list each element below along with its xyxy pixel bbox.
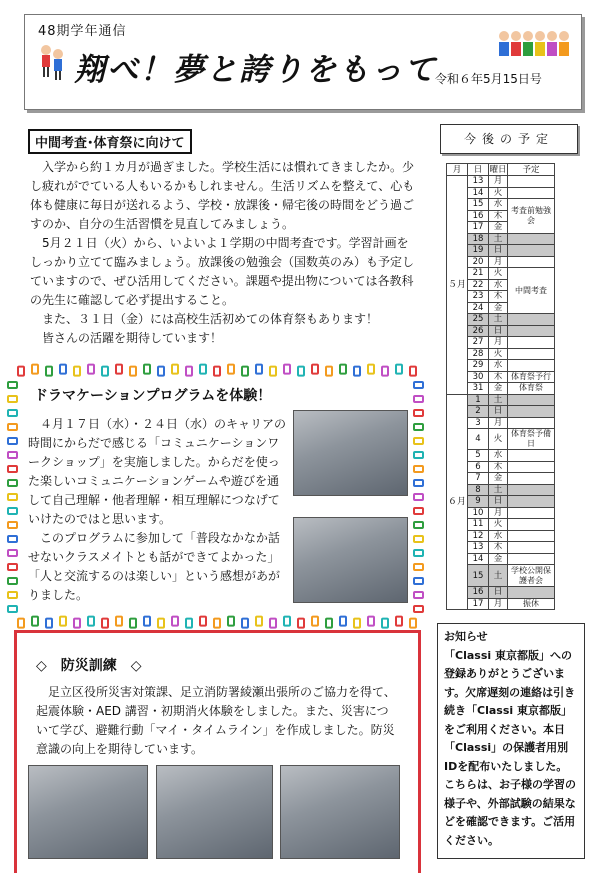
confetti-piece: [354, 367, 360, 376]
confetti-piece: [410, 367, 416, 376]
confetti-piece: [354, 619, 360, 628]
weekday-cell: 金: [489, 302, 508, 314]
confetti-piece: [340, 365, 346, 374]
event-cell-empty: [508, 461, 555, 473]
workshop-photo-1: [293, 410, 408, 496]
confetti-piece: [102, 619, 108, 628]
day-cell: 19: [468, 245, 489, 257]
day-cell: 16: [468, 587, 489, 599]
day-cell: 20: [468, 256, 489, 268]
day-cell: 3: [468, 417, 489, 429]
day-cell: 14: [468, 187, 489, 199]
confetti-piece: [88, 365, 94, 374]
midterm-paragraph-1: 入学から約１カ月が過ぎました。学校生活には慣れてきましたか。少し疲れがでている人もいるかもしれません。生活リズムを整えて、心も体も健康に毎日が送れるよう、学校・放課後・帰宅後の時間をどう過ごすのか、自分の生活習慣を見直してみましょう。: [30, 160, 415, 231]
day-cell: 14: [468, 553, 489, 565]
confetti-piece: [130, 619, 136, 628]
confetti-piece: [414, 536, 423, 542]
confetti-piece: [396, 365, 402, 374]
confetti-piece: [130, 367, 136, 376]
day-cell: 12: [468, 530, 489, 542]
confetti-piece: [8, 606, 17, 612]
day-cell: 4: [468, 429, 489, 450]
day-cell: 6: [468, 461, 489, 473]
schedule-title: 今後の予定: [440, 124, 578, 154]
confetti-piece: [8, 564, 17, 570]
event-cell-empty: [508, 337, 555, 349]
event-cell-empty: [508, 233, 555, 245]
issue-number: 48期学年通信: [38, 24, 127, 39]
confetti-piece: [414, 382, 423, 388]
event-cell-empty: [508, 406, 555, 418]
confetti-piece: [8, 480, 17, 486]
confetti-piece: [116, 365, 122, 374]
event-cell-empty: [508, 325, 555, 337]
weekday-cell: 水: [489, 450, 508, 462]
confetti-piece: [144, 365, 150, 374]
confetti-piece: [8, 438, 17, 444]
confetti-piece: [410, 619, 416, 628]
event-cell-empty: [508, 450, 555, 462]
drill-paragraph: 足立区役所災害対策課、足立消防署綾瀬出張所のご協力を得て、起震体験・AED 講習・初期消火体験をしました。また、災害について学び、避難行動「マイ・タイムライン」を作成しました。防災意識の向上を期待しています。: [36, 685, 396, 756]
event-cell-empty: [508, 484, 555, 496]
event-cell-empty: [508, 256, 555, 268]
event-cell-empty: [508, 187, 555, 199]
weekday-cell: 水: [489, 199, 508, 211]
weekday-cell: 日: [489, 325, 508, 337]
event-cell-empty: [508, 176, 555, 188]
confetti-piece: [414, 466, 423, 472]
confetti-piece: [18, 367, 24, 376]
day-cell: 2: [468, 406, 489, 418]
weekday-cell: 木: [489, 542, 508, 554]
weekday-cell: 土: [489, 484, 508, 496]
issue-date: 令和６年5月15日号: [435, 72, 542, 86]
weekday-cell: 火: [489, 187, 508, 199]
drill-photo-1: [28, 765, 148, 859]
event-cell: 体育祭予備日: [508, 429, 555, 450]
drama-body: [28, 415, 288, 605]
weekday-cell: 木: [489, 371, 508, 383]
day-cell: 31: [468, 383, 489, 395]
day-cell: 1: [468, 394, 489, 406]
confetti-piece: [8, 382, 17, 388]
confetti-piece: [8, 550, 17, 556]
confetti-piece: [414, 438, 423, 444]
confetti-piece: [8, 494, 17, 500]
confetti-piece: [414, 564, 423, 570]
confetti-piece: [172, 365, 178, 374]
weekday-cell: 水: [489, 530, 508, 542]
confetti-piece: [228, 617, 234, 626]
confetti-piece: [102, 367, 108, 376]
confetti-piece: [312, 617, 318, 626]
weekday-cell: 土: [489, 394, 508, 406]
day-cell: 10: [468, 507, 489, 519]
drill-heading: ◇ 防災訓練 ◇: [36, 658, 142, 674]
day-cell: 9: [468, 496, 489, 508]
schedule-header-cell: 予定: [508, 164, 555, 176]
confetti-piece: [8, 592, 17, 598]
confetti-piece: [186, 367, 192, 376]
confetti-piece: [8, 396, 17, 402]
drill-photo-3: [280, 765, 400, 859]
event-cell: 学校公開保護者会: [508, 565, 555, 587]
confetti-piece: [382, 619, 388, 628]
event-cell-empty: [508, 553, 555, 565]
confetti-piece: [214, 367, 220, 376]
schedule-header-cell: 日: [468, 164, 489, 176]
event-cell-empty: [508, 245, 555, 257]
day-cell: 29: [468, 360, 489, 372]
day-cell: 16: [468, 210, 489, 222]
event-cell: 考査前勉強会: [508, 199, 555, 234]
confetti-piece: [382, 367, 388, 376]
midterm-heading: 中間考査･体育祭に向けて: [28, 129, 192, 154]
weekday-cell: 金: [489, 383, 508, 395]
confetti-piece: [242, 367, 248, 376]
confetti-piece: [414, 578, 423, 584]
confetti-piece: [8, 522, 17, 528]
confetti-piece: [46, 619, 52, 628]
midterm-body: [30, 158, 420, 348]
schedule-header-row: [447, 164, 555, 176]
drill-body: [36, 683, 398, 759]
event-cell: 体育祭: [508, 383, 555, 395]
weekday-cell: 木: [489, 291, 508, 303]
students-illustration-right: [498, 28, 570, 64]
confetti-piece: [8, 410, 17, 416]
confetti-piece: [414, 424, 423, 430]
confetti-piece: [8, 466, 17, 472]
confetti-piece: [414, 522, 423, 528]
confetti-piece: [214, 619, 220, 628]
day-cell: 27: [468, 337, 489, 349]
midterm-paragraph-4: 皆さんの活躍を期待しています！: [42, 331, 223, 345]
confetti-piece: [298, 619, 304, 628]
confetti-piece: [368, 617, 374, 626]
weekday-cell: 月: [489, 176, 508, 188]
confetti-piece: [60, 365, 66, 374]
weekday-cell: 月: [489, 337, 508, 349]
confetti-piece: [414, 396, 423, 402]
confetti-piece: [158, 367, 164, 376]
day-cell: 30: [468, 371, 489, 383]
drama-heading-text: ドラマケーションプログラムを体験！: [34, 388, 272, 404]
midterm-paragraph-2: 5月２１日（火）から、いよいよ１学期の中間考査です。学習計画をしっかり立てて臨みましょう。放課後の勉強会（国数英のみ）も予定していますので、ぜひ活用してください。課題や提出物については各教科の先生に確認して必ず提出すること。: [30, 236, 415, 307]
event-cell-empty: [508, 519, 555, 531]
confetti-piece: [74, 367, 80, 376]
confetti-piece: [256, 617, 262, 626]
event-cell-empty: [508, 507, 555, 519]
confetti-piece: [284, 617, 290, 626]
confetti-piece: [312, 365, 318, 374]
event-cell-empty: [508, 542, 555, 554]
day-cell: 21: [468, 268, 489, 280]
confetti-piece: [18, 619, 24, 628]
weekday-cell: 土: [489, 314, 508, 326]
drill-photo-2: [156, 765, 273, 859]
day-cell: 13: [468, 542, 489, 554]
weekday-cell: 木: [489, 461, 508, 473]
confetti-piece: [200, 617, 206, 626]
confetti-piece: [284, 365, 290, 374]
confetti-piece: [8, 424, 17, 430]
confetti-piece: [414, 508, 423, 514]
weekday-cell: 水: [489, 279, 508, 291]
weekday-cell: 土: [489, 565, 508, 587]
event-cell: 体育祭予行: [508, 371, 555, 383]
confetti-piece: [256, 365, 262, 374]
confetti-piece: [396, 617, 402, 626]
confetti-piece: [414, 494, 423, 500]
day-cell: 26: [468, 325, 489, 337]
day-cell: 22: [468, 279, 489, 291]
confetti-piece: [32, 617, 38, 626]
confetti-piece: [144, 617, 150, 626]
weekday-cell: 火: [489, 348, 508, 360]
weekday-cell: 火: [489, 429, 508, 450]
weekday-cell: 月: [489, 598, 508, 610]
confetti-piece: [186, 619, 192, 628]
day-cell: 25: [468, 314, 489, 326]
confetti-piece: [172, 617, 178, 626]
confetti-piece: [242, 619, 248, 628]
drama-paragraph-2: このプログラムに参加して「普段なかなか話せないクラスメイトとも話ができてよかった」「人と交流するのは楽しい」という感想があがりました。: [28, 531, 281, 602]
day-cell: 17: [468, 598, 489, 610]
day-cell: 24: [468, 302, 489, 314]
weekday-cell: 月: [489, 256, 508, 268]
confetti-piece: [340, 617, 346, 626]
confetti-piece: [414, 606, 423, 612]
event-cell: 中間考査: [508, 268, 555, 314]
weekday-cell: 月: [489, 417, 508, 429]
notice-title: お知らせ: [444, 630, 488, 643]
weekday-cell: 金: [489, 553, 508, 565]
day-cell: 28: [468, 348, 489, 360]
confetti-piece: [8, 452, 17, 458]
newsletter-title: 翔べ！夢と誇りをもって: [74, 52, 437, 88]
confetti-piece: [116, 617, 122, 626]
confetti-piece: [270, 619, 276, 628]
students-illustration-left: [38, 40, 68, 84]
day-cell: 15: [468, 199, 489, 211]
confetti-piece: [74, 619, 80, 628]
event-cell-empty: [508, 473, 555, 485]
weekday-cell: 日: [489, 587, 508, 599]
weekday-cell: 水: [489, 360, 508, 372]
confetti-piece: [414, 592, 423, 598]
confetti-piece: [414, 480, 423, 486]
event-cell-empty: [508, 496, 555, 508]
confetti-piece: [298, 367, 304, 376]
weekday-cell: 火: [489, 268, 508, 280]
event-cell-empty: [508, 394, 555, 406]
confetti-piece: [270, 367, 276, 376]
weekday-cell: 日: [489, 245, 508, 257]
event-cell-empty: [508, 348, 555, 360]
weekday-cell: 月: [489, 507, 508, 519]
event-cell-empty: [508, 360, 555, 372]
schedule-header-cell: 曜日: [489, 164, 507, 175]
notice-text: 「Classi 東京都版」への登録ありがとうございます。欠席遅刻の連絡は引き続き「Classi 東京都版」をご利用ください。本日「Classi」の保護者用別IDを配布いたしました。こちらは、お子様の学習の様子や、外部試験の結果などを確認できます。ご活用ください。: [444, 648, 576, 847]
confetti-piece: [414, 550, 423, 556]
event-cell-empty: [508, 530, 555, 542]
day-cell: 13: [468, 176, 489, 188]
day-cell: 15: [468, 565, 489, 587]
month-cell: ５月: [447, 176, 468, 395]
day-cell: 7: [468, 473, 489, 485]
confetti-piece: [326, 367, 332, 376]
day-cell: 17: [468, 222, 489, 234]
confetti-piece: [228, 365, 234, 374]
confetti-piece: [414, 410, 423, 416]
schedule-table: [446, 163, 555, 610]
event-cell-empty: [508, 587, 555, 599]
confetti-piece: [60, 617, 66, 626]
weekday-cell: 火: [489, 519, 508, 531]
event-cell-empty: [508, 417, 555, 429]
schedule-row: [447, 394, 555, 406]
confetti-piece: [46, 367, 52, 376]
event-cell: 振休: [508, 598, 555, 610]
day-cell: 23: [468, 291, 489, 303]
weekday-cell: 金: [489, 473, 508, 485]
confetti-piece: [8, 508, 17, 514]
schedule-header-cell: 月: [447, 164, 468, 176]
midterm-paragraph-3: また、３１日（金）には高校生活初めての体育祭もあります！: [42, 312, 379, 326]
confetti-piece: [326, 619, 332, 628]
day-cell: 8: [468, 484, 489, 496]
confetti-piece: [368, 365, 374, 374]
weekday-cell: 日: [489, 496, 508, 508]
confetti-piece: [88, 617, 94, 626]
schedule-row: [447, 176, 555, 188]
event-cell-empty: [508, 314, 555, 326]
month-cell: ６月: [447, 394, 468, 610]
day-cell: 11: [468, 519, 489, 531]
notice-box: [437, 623, 585, 859]
weekday-cell: 木: [489, 210, 508, 222]
confetti-piece: [8, 578, 17, 584]
day-cell: 18: [468, 233, 489, 245]
confetti-piece: [158, 619, 164, 628]
drama-paragraph-1: ４月１７日（水）・２４日（水）のキャリアの時間にからだで感じる「コミュニケーションワークショップ」を実施しました。からだを使った楽しいコミュニケーションゲームや遊びを通して自己理解・他者理解・相互理解につなげていけたのではと思います。: [28, 417, 287, 526]
confetti-piece: [32, 365, 38, 374]
weekday-cell: 土: [489, 233, 508, 245]
confetti-piece: [8, 536, 17, 542]
workshop-photo-2: [293, 517, 408, 603]
confetti-piece: [200, 365, 206, 374]
weekday-cell: 日: [489, 406, 508, 418]
day-cell: 5: [468, 450, 489, 462]
confetti-piece: [414, 452, 423, 458]
weekday-cell: 金: [489, 222, 508, 234]
